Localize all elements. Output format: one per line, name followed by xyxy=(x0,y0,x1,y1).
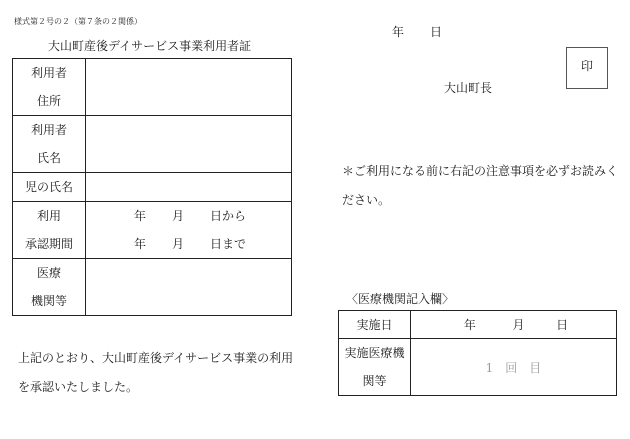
user-label: 利用者 xyxy=(30,123,67,137)
implementation-date-label: 実施日 xyxy=(339,311,411,339)
form-number: 様式第２号の２（第７条の２関係） xyxy=(14,17,142,26)
implementation-date-field[interactable] xyxy=(411,311,617,339)
period-to-day: 日まで xyxy=(210,237,247,251)
issue-date-day: 日 xyxy=(430,25,443,39)
name-label: 氏名 xyxy=(36,151,61,165)
user-label: 利用者 xyxy=(30,66,67,80)
address-label: 住所 xyxy=(36,94,61,108)
usage-label: 利用 xyxy=(36,209,61,223)
implementation-month: 月 xyxy=(512,318,525,332)
implementing-institution-label-cell xyxy=(339,339,411,396)
institution-label: 機関等 xyxy=(30,294,67,308)
seal-box xyxy=(566,47,608,89)
child-name-row xyxy=(13,173,292,202)
medical-institution-field[interactable] xyxy=(86,259,292,316)
address-row xyxy=(13,59,292,116)
seal-label: 印 xyxy=(580,59,593,73)
caution-notice: ＊ご利用になる前に右記の注意事項を必ずお読みください。 xyxy=(342,164,619,207)
visit-count-field[interactable] xyxy=(411,339,617,396)
document-title: 大山町産後デイサービス事業利用者証 xyxy=(48,39,252,53)
period-from-day: 日から xyxy=(210,209,247,223)
medical-entry-heading: 〈医療機関記入欄〉 xyxy=(346,292,455,306)
name-label-cell xyxy=(13,116,86,173)
medical-institution-label-cell xyxy=(13,259,86,316)
child-name-label: 児の氏名 xyxy=(13,173,86,202)
period-from-month: 月 xyxy=(172,209,185,223)
medical-label: 医療 xyxy=(36,266,61,280)
user-certificate-table xyxy=(12,58,292,316)
approval-period-row xyxy=(13,202,292,259)
medical-entry-table xyxy=(338,310,617,396)
approval-period-label: 承認期間 xyxy=(24,237,73,251)
child-name-field[interactable] xyxy=(86,173,292,202)
approval-period-label-cell xyxy=(13,202,86,259)
name-row xyxy=(13,116,292,173)
implementation-date-row xyxy=(339,311,617,339)
implementation-day: 日 xyxy=(556,318,569,332)
name-field[interactable] xyxy=(86,116,292,173)
approval-notice: 上記のとおり、大山町産後デイサービス事業の利用を承認いたしました。 xyxy=(18,351,294,394)
address-field[interactable] xyxy=(86,59,292,116)
mayor-title: 大山町長 xyxy=(444,81,493,95)
visit-count: 1 回 目 xyxy=(485,360,542,375)
period-to-line xyxy=(86,230,291,258)
period-to-year: 年 xyxy=(134,237,147,251)
issue-date-year: 年 xyxy=(392,25,405,39)
implementing-institution-label-1: 実施医療機 xyxy=(344,346,405,360)
implementation-year: 年 xyxy=(463,318,476,332)
medical-institution-row xyxy=(13,259,292,316)
period-to-month: 月 xyxy=(172,237,185,251)
period-from-year: 年 xyxy=(134,209,147,223)
address-label-cell xyxy=(13,59,86,116)
approval-period-field[interactable] xyxy=(86,202,292,259)
period-from-line xyxy=(86,202,291,230)
implementing-institution-label-2: 関等 xyxy=(362,374,387,388)
implementing-institution-row xyxy=(339,339,617,396)
